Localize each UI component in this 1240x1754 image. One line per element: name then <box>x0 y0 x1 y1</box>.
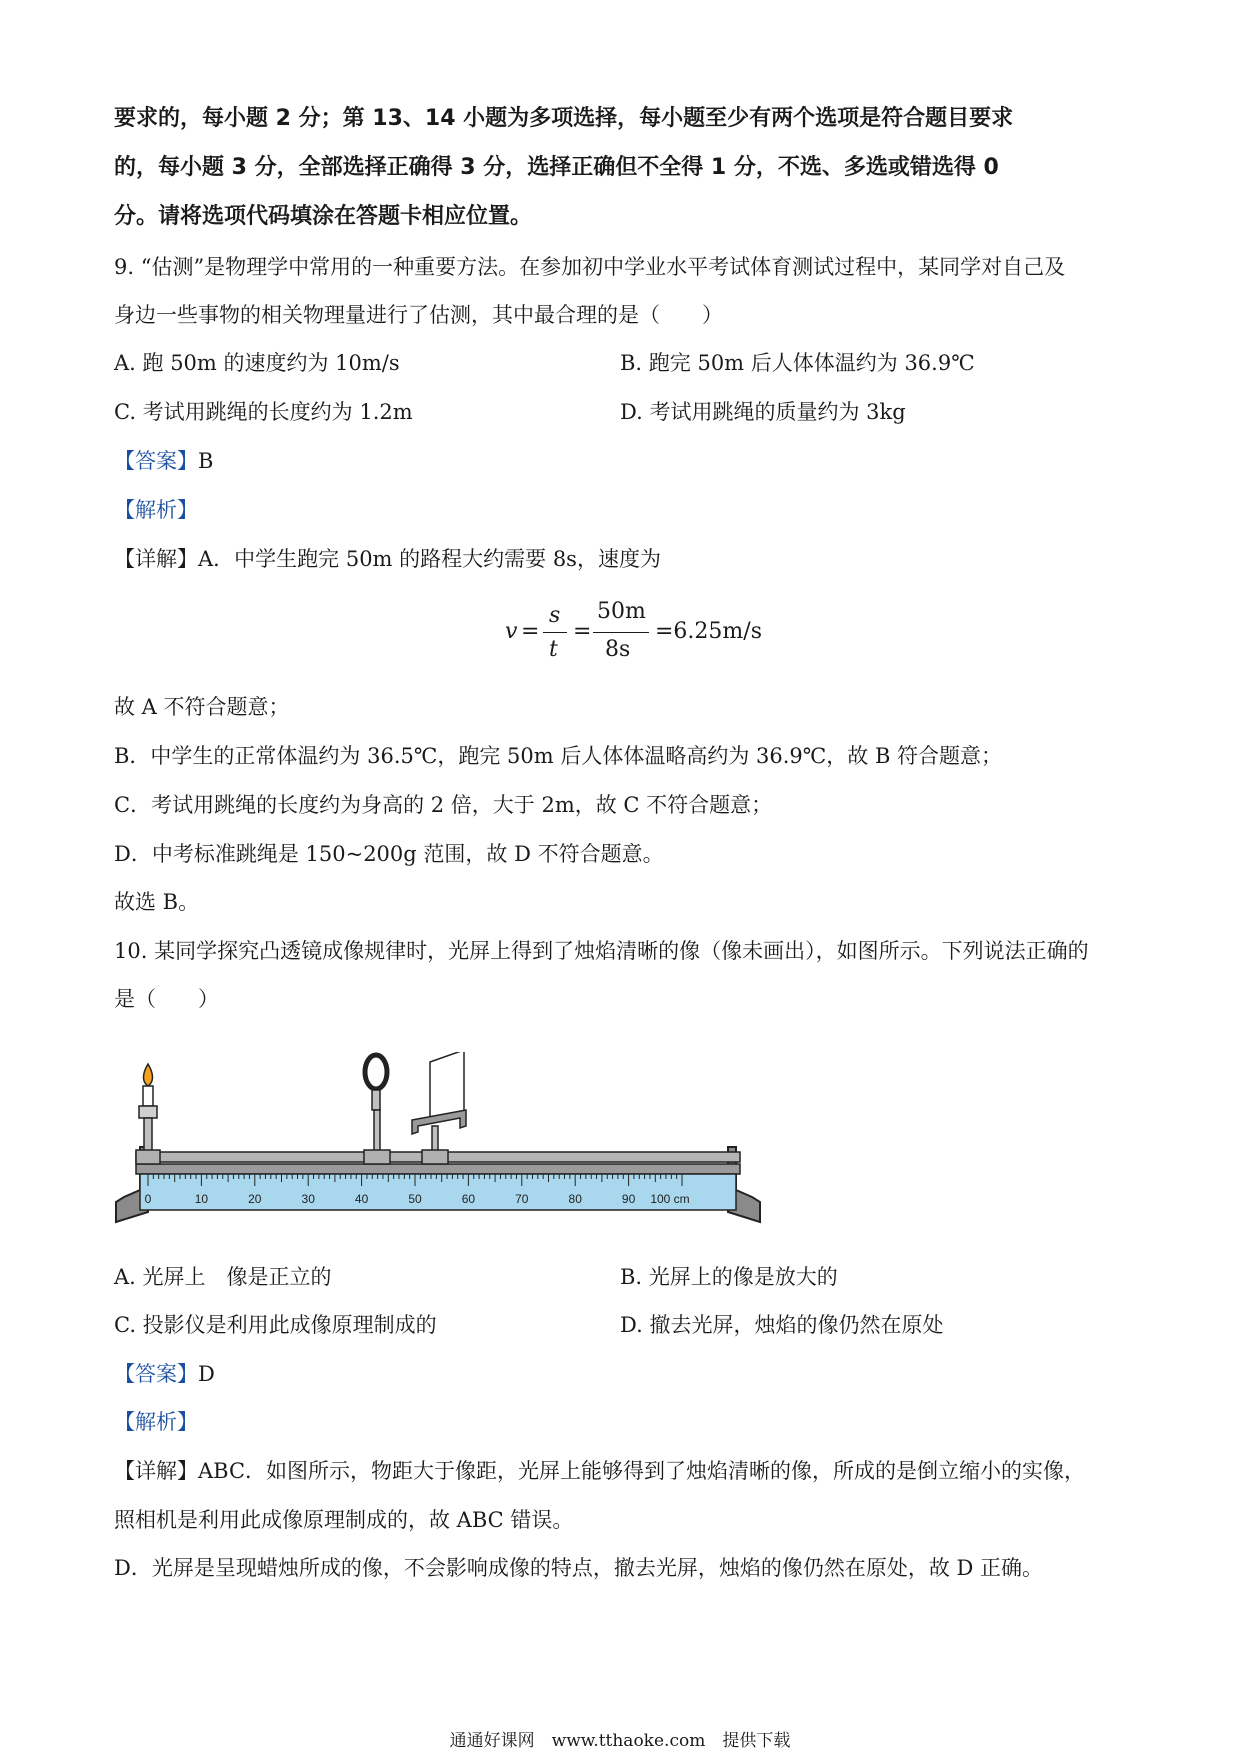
formula-numerator: 50m <box>597 599 646 624</box>
ruler-tick-label: 20 <box>248 1192 262 1206</box>
ruler-tick-label: 70 <box>515 1192 529 1206</box>
lens-post <box>374 1110 380 1154</box>
light-screen <box>412 1052 466 1164</box>
q9-detail-4: C．考试用跳绳的长度约为身高的 2 倍，大于 2m，故 C 不符合题意； <box>114 793 773 817</box>
formula-result: =6.25m/s <box>655 619 762 644</box>
ruler-tick-label: 100 cm <box>650 1192 690 1206</box>
q9-formula <box>505 597 765 669</box>
q9-stem-line-1: 9. “估测”是物理学中常用的一种重要方法。在参加初中学业水平考试体育测试过程中，某同学对自己及 <box>114 255 1066 279</box>
lens-ring <box>365 1055 387 1089</box>
q9-detail-3: B．中学生的正常体温约为 36.5℃，跑完 50m 后人体体温略高约为 36.9℃，故 B 符合题意； <box>114 744 1003 768</box>
q10-stem-line-1: 10. 某同学探究凸透镜成像规律时，光屏上得到了烛焰清晰的像（像未画出），如图所示。下列说法正确的 <box>114 939 1089 963</box>
q9-analysis-tag: 【解析】 <box>114 498 198 522</box>
q10-detail-3: D．光屏是呈现蜡烛所成的像，不会影响成像的特点，撤去光屏，烛焰的像仍然在原处，故 D 正确。 <box>114 1556 1044 1580</box>
optical-bench-figure <box>112 1052 762 1242</box>
formula-t: t <box>549 637 558 662</box>
q9-answer <box>114 446 213 476</box>
q9-answer-tag: 【答案】 <box>114 449 198 473</box>
formula-eq-2: = <box>573 619 592 644</box>
lens-neck <box>372 1090 380 1110</box>
ruler-tick-label: 10 <box>194 1192 209 1206</box>
q10-answer-tag: 【答案】 <box>114 1362 198 1386</box>
lens-clamp <box>364 1150 390 1164</box>
ruler-tick-label: 80 <box>568 1192 582 1206</box>
q10-detail-2: 照相机是利用此成像原理制成的，故 ABC 错误。 <box>114 1508 574 1532</box>
rail-front <box>136 1164 740 1174</box>
ruler-tick-label: 50 <box>408 1192 422 1206</box>
q10-answer <box>114 1359 215 1389</box>
ruler-tick-label: 90 <box>621 1192 636 1206</box>
q10-option-d: D. 撤去光屏，烛焰的像仍然在原处 <box>620 1313 944 1337</box>
q10-stem-line-2: 是（ ） <box>114 987 219 1011</box>
formula-denominator: 8s <box>605 637 631 662</box>
q10-option-b: B. 光屏上的像是放大的 <box>620 1265 838 1289</box>
q10-analysis-tag: 【解析】 <box>114 1410 198 1434</box>
formula-fraction-bar-2 <box>593 632 649 633</box>
q9-option-b: B. 跑完 50m 后人体体温约为 36.9℃ <box>620 351 975 375</box>
instructions-line-1: 要求的，每小题 2 分；第 13、14 小题为多项选择，每小题至少有两个选项是符合题目要求 <box>114 106 1014 131</box>
q9-detail-2: 故 A 不符合题意； <box>114 695 290 719</box>
ruler-tick-label: 0 <box>144 1192 152 1206</box>
ruler-tick-label: 40 <box>354 1192 369 1206</box>
q9-stem-line-2: 身边一些事物的相关物理量进行了估测，其中最合理的是（ ） <box>114 303 723 327</box>
q9-detail-1 <box>114 544 661 574</box>
candle-post <box>144 1118 152 1154</box>
q9-detail-tag: 【详解】 <box>114 547 198 571</box>
page-footer: 通通好课网 www.tthaoke.com 提供下载 <box>449 1731 791 1751</box>
q10-option-a: A. 光屏上 像是正立的 <box>114 1265 332 1289</box>
convex-lens <box>364 1055 390 1164</box>
instructions-line-2: 的，每小题 3 分，全部选择正确得 3 分，选择正确但不全得 1 分，不选、多选或错选得 0 <box>114 155 999 180</box>
formula-v: v <box>505 619 518 644</box>
q9-detail-5: D．中考标准跳绳是 150~200g 范围，故 D 不符合题意。 <box>114 842 664 866</box>
candle-flame <box>144 1064 153 1086</box>
screen-panel <box>430 1052 464 1120</box>
q10-detail-tag: 【详解】 <box>114 1459 198 1483</box>
candle-clamp <box>136 1150 160 1164</box>
candle-body <box>143 1086 153 1106</box>
q9-option-d: D. 考试用跳绳的质量约为 3kg <box>620 400 906 424</box>
q10-option-c: C. 投影仪是利用此成像原理制成的 <box>114 1313 437 1337</box>
ruler <box>140 1174 736 1210</box>
formula-s: s <box>549 603 561 628</box>
q10-detail-1 <box>114 1456 1085 1486</box>
ruler-tick-label: 60 <box>461 1192 476 1206</box>
q10-answer-value: D <box>198 1362 215 1386</box>
q9-option-a: A. 跑 50m 的速度约为 10m/s <box>114 351 400 375</box>
instructions-line-3: 分。请将选项代码填涂在答题卡相应位置。 <box>114 204 533 229</box>
q9-answer-value: B <box>198 449 214 473</box>
formula-fraction-bar-1 <box>543 632 567 633</box>
q10-detail-text: ABC．如图所示，物距大于像距，光屏上能够得到了烛焰清晰的像，所成的是倒立缩小的实像， <box>198 1459 1086 1483</box>
candle-holder <box>139 1106 157 1118</box>
screen-clamp <box>422 1150 448 1164</box>
q9-option-c: C. 考试用跳绳的长度约为 1.2m <box>114 400 413 424</box>
ruler-tick-label: 30 <box>301 1192 315 1206</box>
q9-detail-6: 故选 B。 <box>114 890 200 914</box>
q9-detail-text: A．中学生跑完 50m 的路程大约需要 8s，速度为 <box>198 547 661 571</box>
formula-eq-1: = <box>521 619 540 644</box>
